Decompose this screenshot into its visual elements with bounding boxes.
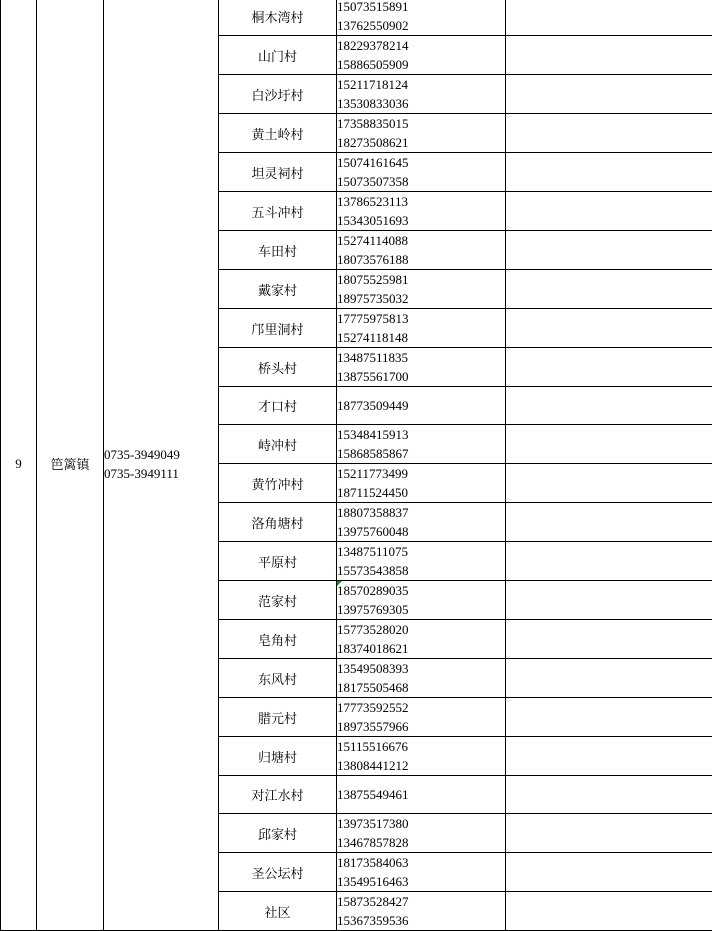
- village-phone-number: 15073507358: [337, 172, 505, 191]
- village-phone-number: 13487511075: [337, 542, 505, 561]
- empty-cell: [506, 737, 712, 776]
- empty-cell: [506, 114, 712, 153]
- empty-cell: [506, 542, 712, 581]
- village-phone-number: 15073515891: [337, 0, 505, 16]
- empty-cell: [506, 36, 712, 75]
- village-phone-number: 13487511835: [337, 348, 505, 367]
- village-phones: [337, 542, 506, 581]
- village-phone-number: 18973557966: [337, 717, 505, 736]
- village-phone-number: 15274118148: [337, 328, 505, 347]
- empty-cell: [506, 698, 712, 737]
- village-name: 车田村: [219, 231, 337, 270]
- empty-cell: [506, 892, 712, 931]
- village-phone-number: 13549508393: [337, 659, 505, 678]
- empty-cell: [506, 620, 712, 659]
- village-phone-number: 18570289035: [337, 581, 505, 600]
- village-name: 桐木湾村: [219, 0, 337, 36]
- village-phone-number: 13786523113: [337, 192, 505, 211]
- village-phones: [337, 75, 506, 114]
- empty-cell: [506, 814, 712, 853]
- village-name: 邱家村: [219, 814, 337, 853]
- empty-cell: [506, 464, 712, 503]
- village-phone-number: 18075525981: [337, 270, 505, 289]
- village-name: 对江水村: [219, 776, 337, 814]
- village-phone-number: 13467857828: [337, 833, 505, 852]
- village-name: 范家村: [219, 581, 337, 620]
- town-phone-number: 0735-3949111: [104, 464, 218, 483]
- village-phone-number: 15211773499: [337, 464, 505, 483]
- village-name: 五斗冲村: [219, 192, 337, 231]
- empty-cell: [506, 503, 712, 542]
- village-phone-number: 13875549461: [337, 785, 505, 804]
- village-phone-number: 18273508621: [337, 133, 505, 152]
- village-phone-number: 18175505468: [337, 678, 505, 697]
- empty-cell: [506, 853, 712, 892]
- empty-cell: [506, 776, 712, 814]
- empty-cell: [506, 581, 712, 620]
- village-phone-number: 15343051693: [337, 211, 505, 230]
- village-name: 腊元村: [219, 698, 337, 737]
- village-phones: [337, 231, 506, 270]
- village-name: 平原村: [219, 542, 337, 581]
- village-name: 白沙圩村: [219, 75, 337, 114]
- row-number: 9: [1, 0, 37, 931]
- village-name: 桥头村: [219, 348, 337, 387]
- empty-cell: [506, 0, 712, 36]
- village-phone-number: 15873528427: [337, 892, 505, 911]
- empty-cell: [506, 75, 712, 114]
- village-phone-number: 13549516463: [337, 872, 505, 891]
- empty-cell: [506, 659, 712, 698]
- village-phone-number: 18711524450: [337, 483, 505, 502]
- empty-cell: [506, 348, 712, 387]
- village-name: 皂角村: [219, 620, 337, 659]
- village-name: 归塘村: [219, 737, 337, 776]
- village-name: 戴家村: [219, 270, 337, 309]
- village-phone-number: 13530833036: [337, 94, 505, 113]
- village-phone-number: 13808441212: [337, 756, 505, 775]
- village-phones: [337, 581, 506, 620]
- village-phone-number: 18173584063: [337, 853, 505, 872]
- village-phone-number: 18374018621: [337, 639, 505, 658]
- village-phones: [337, 698, 506, 737]
- village-phone-number: 18975735032: [337, 289, 505, 308]
- village-phones: [337, 659, 506, 698]
- village-phones: [337, 892, 506, 931]
- village-phone-number: 18807358837: [337, 503, 505, 522]
- cell-comment-marker-icon: [337, 581, 342, 586]
- village-phones: [337, 737, 506, 776]
- village-phones: [337, 0, 506, 36]
- village-phones: [337, 36, 506, 75]
- village-phone-number: 17773592552: [337, 698, 505, 717]
- village-phone-number: 15274114088: [337, 231, 505, 250]
- village-phone-number: 15211718124: [337, 75, 505, 94]
- village-phone-number: 13975769305: [337, 600, 505, 619]
- village-name: 东风村: [219, 659, 337, 698]
- village-phones: [337, 309, 506, 348]
- village-phones: [337, 853, 506, 892]
- village-phones: [337, 814, 506, 853]
- empty-cell: [506, 231, 712, 270]
- village-phone-number: 13875561700: [337, 367, 505, 386]
- village-phone-number: 15886505909: [337, 55, 505, 74]
- village-name: 邝里洞村: [219, 309, 337, 348]
- empty-cell: [506, 309, 712, 348]
- village-name: 圣公坛村: [219, 853, 337, 892]
- village-phone-number: 18073576188: [337, 250, 505, 269]
- village-phone-number: 13975760048: [337, 522, 505, 541]
- village-phone-number: 17358835015: [337, 114, 505, 133]
- village-name: 黄竹冲村: [219, 464, 337, 503]
- empty-cell: [506, 153, 712, 192]
- town-phone-number: 0735-3949049: [104, 445, 218, 464]
- village-phone-number: 15348415913: [337, 425, 505, 444]
- village-name: 坦灵祠村: [219, 153, 337, 192]
- village-phone-number: 15074161645: [337, 153, 505, 172]
- village-phone-number: 18229378214: [337, 36, 505, 55]
- village-name: 才口村: [219, 387, 337, 425]
- village-phones: [337, 387, 506, 425]
- village-phone-number: 18773509449: [337, 396, 505, 415]
- village-phones: [337, 620, 506, 659]
- village-phones: [337, 153, 506, 192]
- village-phone-number: 15573543858: [337, 561, 505, 580]
- contact-table-body: [1, 0, 712, 931]
- town-name: 笆篱镇: [37, 0, 104, 931]
- village-phone-number: 13973517380: [337, 814, 505, 833]
- village-phone-number: 15115516676: [337, 737, 505, 756]
- village-name: 洛角塘村: [219, 503, 337, 542]
- village-phone-number: 17775975813: [337, 309, 505, 328]
- village-phone-number: 13762550902: [337, 16, 505, 35]
- village-name: 峙冲村: [219, 425, 337, 464]
- table-row: [1, 0, 712, 36]
- village-phones: [337, 192, 506, 231]
- village-phones: [337, 464, 506, 503]
- empty-cell: [506, 387, 712, 425]
- village-phone-number: 15367359536: [337, 911, 505, 930]
- village-phones: [337, 425, 506, 464]
- village-phones: [337, 270, 506, 309]
- village-phone-number: 15868585867: [337, 444, 505, 463]
- village-phones: [337, 503, 506, 542]
- empty-cell: [506, 270, 712, 309]
- town-phones: [104, 0, 219, 931]
- village-name: 山门村: [219, 36, 337, 75]
- empty-cell: [506, 192, 712, 231]
- empty-cell: [506, 425, 712, 464]
- village-name: 黄土岭村: [219, 114, 337, 153]
- village-phones: [337, 348, 506, 387]
- village-phones: [337, 776, 506, 814]
- village-phones: [337, 114, 506, 153]
- village-name: 社区: [219, 892, 337, 931]
- village-phone-number: 15773528020: [337, 620, 505, 639]
